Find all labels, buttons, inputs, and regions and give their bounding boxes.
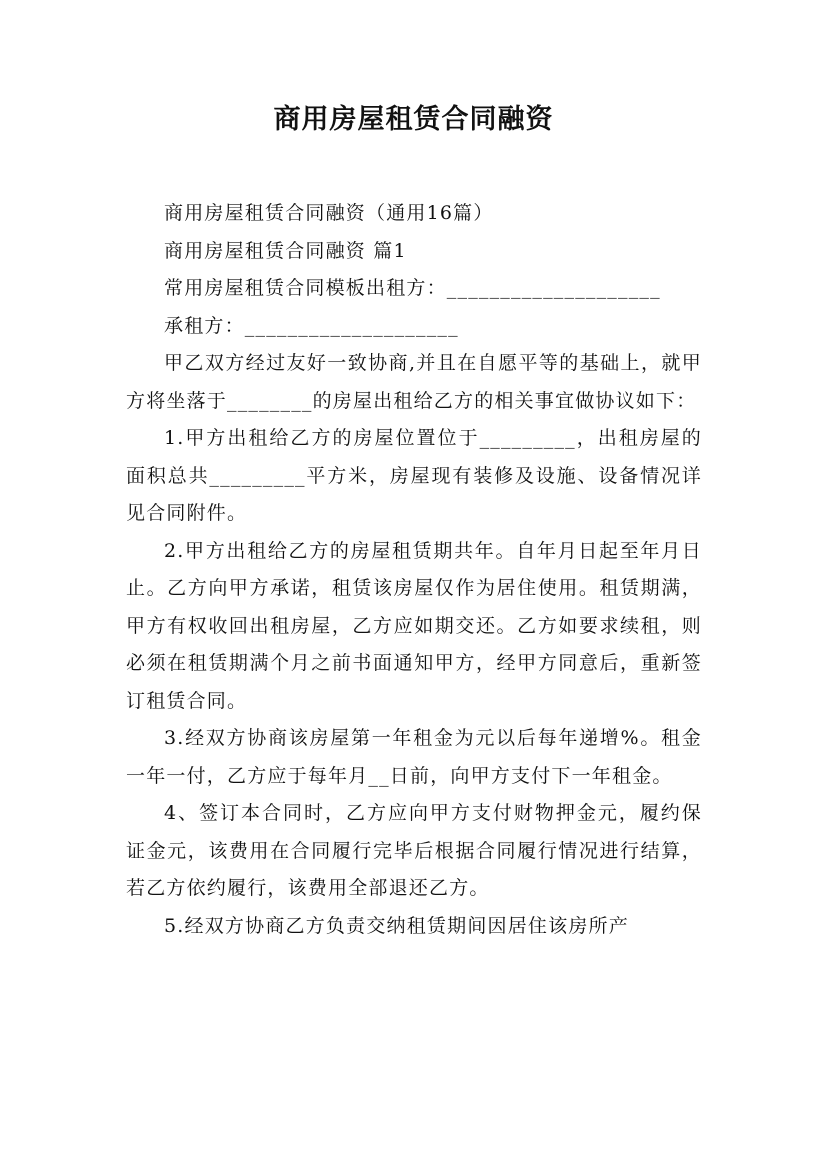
paragraph-clause-5: 5.经双方协商乙方负责交纳租赁期间因居住该房所产: [164, 914, 629, 937]
paragraph-subtitle: 商用房屋租赁合同融资（通用16篇）: [164, 202, 494, 224]
paragraph-lessor: 常用房屋租赁合同模板出租方：____________________: [164, 277, 661, 299]
paragraph-clause-1: 1.甲方出租给乙方的房屋位置位于_________，出租房屋的面积总共_________平方米，房屋现有装修及设施、设备情况详见合同附件。: [126, 427, 702, 524]
paragraph-clause-4: 4、签订本合同时，乙方应向甲方支付财物押金元，履约保证金元，该费用在合同履行完毕后根据合同履行情况进行结算，若乙方依约履行，该费用全部退还乙方。: [126, 802, 702, 899]
paragraph-lessee: 承租方：____________________: [164, 314, 459, 337]
document-title: 商用房屋租赁合同融资: [273, 104, 554, 135]
document-body: [126, 195, 702, 945]
paragraph-clause-2: 2.甲方出租给乙方的房屋租赁期共年。自年月日起至年月日止。乙方向甲方承诺，租赁该房屋仅作为居住使用。租赁期满，甲方有权收回出租房屋，乙方应如期交还。乙方如要求续租，则必须在租赁期满个月之前书面通知甲方，经甲方同意后，重新签订租赁合同。: [126, 539, 702, 712]
paragraph-intro: 甲乙双方经过友好一致协商,并且在自愿平等的基础上，就甲方将坐落于________的房屋出租给乙方的相关事宜做协议如下：: [126, 352, 702, 412]
paragraph-clause-3: 3.经双方协商该房屋第一年租金为元以后每年递增%。租金一年一付，乙方应于每年月__日前，向甲方支付下一年租金。: [126, 727, 702, 787]
paragraph-section-heading: 商用房屋租赁合同融资 篇1: [164, 239, 407, 262]
